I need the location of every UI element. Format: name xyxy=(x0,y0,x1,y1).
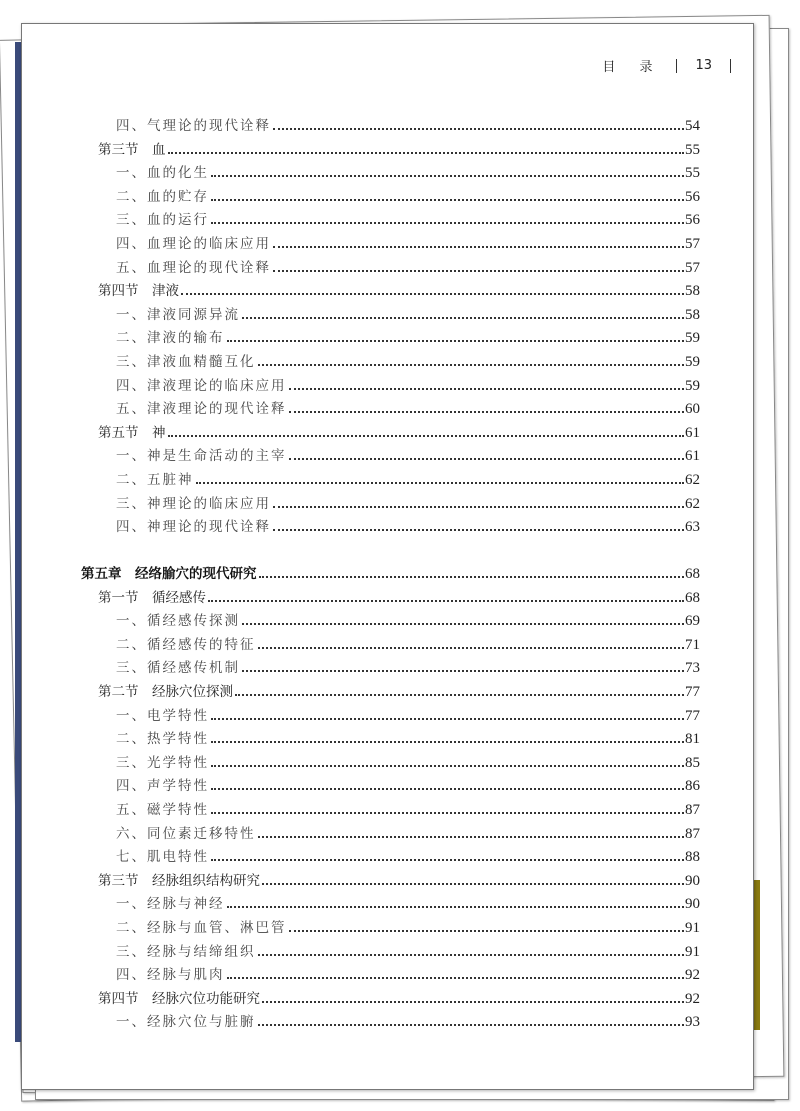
toc-entry-page: 56 xyxy=(685,188,700,205)
toc-chapter xyxy=(81,564,700,584)
toc-entry xyxy=(116,965,700,985)
dot-leader xyxy=(227,906,685,908)
dot-leader xyxy=(227,977,685,979)
header-divider xyxy=(730,59,731,73)
toc-entry-page: 77 xyxy=(685,684,700,700)
dot-leader xyxy=(211,175,684,177)
dot-leader xyxy=(258,1024,685,1026)
dot-leader xyxy=(168,435,685,437)
dot-leader xyxy=(211,222,684,224)
toc-entry-label: 二、热学特性 xyxy=(116,731,209,748)
toc-entry-label: 二、血的贮存 xyxy=(116,188,209,205)
toc-entry xyxy=(116,847,700,867)
toc-entry-page: 58 xyxy=(685,283,700,300)
dot-leader xyxy=(211,765,684,767)
toc-entry-page: 93 xyxy=(685,1014,700,1031)
toc-entry-page: 92 xyxy=(685,990,700,1007)
toc-entry xyxy=(116,824,700,844)
toc-entry xyxy=(116,611,700,631)
toc-section xyxy=(98,989,700,1009)
dot-leader xyxy=(211,718,684,720)
toc-entry-page: 61 xyxy=(685,424,700,441)
toc-entry xyxy=(116,446,700,466)
toc-entry-label: 一、经脉穴位与脏腑 xyxy=(116,1014,256,1031)
toc-entry xyxy=(116,187,700,207)
toc-entry-label: 二、津液的输布 xyxy=(116,330,225,347)
dot-leader xyxy=(168,152,685,154)
toc-entry xyxy=(116,894,700,914)
toc-entry-label: 一、津液同源异流 xyxy=(116,306,240,323)
toc-entry-page: 90 xyxy=(685,872,700,889)
toc-entry-label: 五、血理论的现代诠释 xyxy=(116,259,271,276)
toc-entry-label: 第三节 经脉组织结构研究 xyxy=(98,872,260,889)
toc-section xyxy=(98,871,700,891)
toc-entry-page: 85 xyxy=(685,754,700,771)
dot-leader xyxy=(235,694,684,696)
dot-leader xyxy=(242,317,684,319)
dot-leader xyxy=(258,364,685,366)
toc-entry xyxy=(116,942,700,962)
toc-entry-page: 59 xyxy=(685,354,700,370)
toc-entry-page: 55 xyxy=(685,141,700,158)
toc-entry-page: 88 xyxy=(685,849,700,866)
toc-entry-label: 四、声学特性 xyxy=(116,778,209,795)
header-page-number: 13 xyxy=(695,58,712,73)
toc-entry-page: 54 xyxy=(685,118,700,134)
toc-entry-page: 59 xyxy=(685,330,700,347)
toc-entry xyxy=(116,776,700,796)
toc-entry xyxy=(116,706,700,726)
toc-entry-page: 56 xyxy=(685,212,700,229)
dot-leader xyxy=(211,859,684,861)
dot-leader xyxy=(262,883,684,885)
toc-entry-label: 三、津液血精髓互化 xyxy=(116,354,256,370)
dot-leader xyxy=(258,954,685,956)
running-header xyxy=(602,56,731,75)
toc-entry-page: 68 xyxy=(685,566,700,582)
toc-entry-page: 59 xyxy=(685,377,700,394)
dot-leader xyxy=(273,246,684,248)
toc-entry xyxy=(116,376,700,396)
dot-leader xyxy=(259,576,685,578)
dot-leader xyxy=(289,930,685,932)
toc-entry-label: 第二节 经脉穴位探测 xyxy=(98,684,233,700)
toc-entry-page: 90 xyxy=(685,896,700,913)
toc-entry-page: 86 xyxy=(685,778,700,795)
dot-leader xyxy=(211,788,684,790)
toc-entry-label: 四、津液理论的临床应用 xyxy=(116,377,287,394)
toc-entry-label: 五、津液理论的现代诠释 xyxy=(116,401,287,418)
toc-entry-label: 二、经脉与血管、淋巴管 xyxy=(116,920,287,936)
toc-entry xyxy=(116,517,700,537)
toc-entry-label: 第一节 循经感传 xyxy=(98,589,206,606)
toc-entry-page: 91 xyxy=(685,943,700,960)
dot-leader xyxy=(262,1001,684,1003)
dot-leader xyxy=(196,482,685,484)
header-divider xyxy=(676,59,677,73)
dot-leader xyxy=(211,741,684,743)
toc-entry-label: 第四节 经脉穴位功能研究 xyxy=(98,990,260,1007)
toc-section xyxy=(98,281,700,301)
dot-leader xyxy=(273,529,684,531)
toc-entry xyxy=(116,658,700,678)
toc-entry xyxy=(116,399,700,419)
toc-entry-label: 一、循经感传探测 xyxy=(116,613,240,630)
toc-section xyxy=(98,682,700,702)
toc-entry xyxy=(116,729,700,749)
toc-entry-page: 62 xyxy=(685,495,700,512)
toc-entry-page: 92 xyxy=(685,967,700,984)
toc-entry-page: 87 xyxy=(685,802,700,818)
toc-entry xyxy=(116,258,700,278)
dot-leader xyxy=(208,600,684,602)
dot-leader xyxy=(181,293,684,295)
dot-leader xyxy=(227,340,685,342)
toc-entry-label: 四、气理论的现代诠释 xyxy=(116,118,271,134)
toc-entry xyxy=(116,210,700,230)
toc-entry-page: 68 xyxy=(685,589,700,606)
dot-leader xyxy=(289,411,685,413)
toc-entry xyxy=(116,163,700,183)
dot-leader xyxy=(242,623,684,625)
dot-leader xyxy=(289,388,685,390)
toc-entry-page: 55 xyxy=(685,165,700,182)
toc-entry-label: 三、血的运行 xyxy=(116,212,209,229)
dot-leader xyxy=(258,647,685,649)
toc-entry-page: 61 xyxy=(685,448,700,465)
toc-entry-page: 71 xyxy=(685,636,700,653)
toc-entry-label: 二、循经感传的特征 xyxy=(116,636,256,653)
toc-entry-page: 87 xyxy=(685,825,700,842)
dot-leader xyxy=(273,506,684,508)
toc-entry xyxy=(116,470,700,490)
toc-entry-page: 60 xyxy=(685,401,700,418)
toc-entry xyxy=(116,328,700,348)
toc-entry xyxy=(116,800,700,820)
dot-leader xyxy=(211,199,684,201)
toc-section xyxy=(98,140,700,160)
toc-entry-label: 一、经脉与神经 xyxy=(116,896,225,913)
toc-entry xyxy=(116,234,700,254)
toc-entry xyxy=(116,352,700,372)
toc-entry-label: 三、经脉与结缔组织 xyxy=(116,943,256,960)
toc-entry-page: 58 xyxy=(685,306,700,323)
toc-entry-page: 73 xyxy=(685,660,700,677)
toc-entry-label: 三、光学特性 xyxy=(116,754,209,771)
dot-leader xyxy=(258,836,685,838)
toc-entry-page: 63 xyxy=(685,519,700,536)
toc-section xyxy=(98,423,700,443)
toc-entry xyxy=(116,753,700,773)
toc-entry xyxy=(116,918,700,938)
toc-entry xyxy=(116,635,700,655)
toc-entry xyxy=(116,1012,700,1032)
toc-entry-label: 第三节 血 xyxy=(98,141,166,158)
dot-leader xyxy=(273,128,684,130)
toc-entry-page: 57 xyxy=(685,259,700,276)
toc-entry-label: 一、电学特性 xyxy=(116,707,209,724)
toc-entry-page: 91 xyxy=(685,920,700,936)
toc-entry-page: 81 xyxy=(685,731,700,748)
toc-entry-label: 六、同位素迁移特性 xyxy=(116,825,256,842)
toc-entry-label: 五、磁学特性 xyxy=(116,802,209,818)
toc-entry-label: 第五章 经络腧穴的现代研究 xyxy=(81,566,257,582)
toc-entry-label: 第五节 神 xyxy=(98,424,166,441)
toc-entry-page: 57 xyxy=(685,236,700,252)
toc-entry-page: 69 xyxy=(685,613,700,630)
toc-entry-page: 77 xyxy=(685,707,700,724)
header-section-title: 目 录 xyxy=(602,60,663,75)
dot-leader xyxy=(289,458,685,460)
dot-leader xyxy=(273,270,684,272)
toc-entry xyxy=(116,116,700,136)
toc-entry-label: 四、血理论的临床应用 xyxy=(116,236,271,252)
toc-entry-label: 一、血的化生 xyxy=(116,165,209,182)
dot-leader xyxy=(211,812,684,814)
toc-entry-label: 四、神理论的现代诠释 xyxy=(116,519,271,536)
toc-entry-label: 第四节 津液 xyxy=(98,283,179,300)
toc-entry xyxy=(116,305,700,325)
toc-entry xyxy=(116,494,700,514)
toc-entry-label: 三、循经感传机制 xyxy=(116,660,240,677)
toc-section xyxy=(98,588,700,608)
document-page xyxy=(21,23,754,1090)
toc-entry-label: 二、五脏神 xyxy=(116,472,194,488)
toc-entry-label: 一、神是生命活动的主宰 xyxy=(116,448,287,465)
toc-entry-label: 四、经脉与肌肉 xyxy=(116,967,225,984)
dot-leader xyxy=(242,670,684,672)
toc-entry-label: 七、肌电特性 xyxy=(116,849,209,866)
toc-entry-page: 62 xyxy=(685,472,700,488)
toc-entry-label: 三、神理论的临床应用 xyxy=(116,495,271,512)
